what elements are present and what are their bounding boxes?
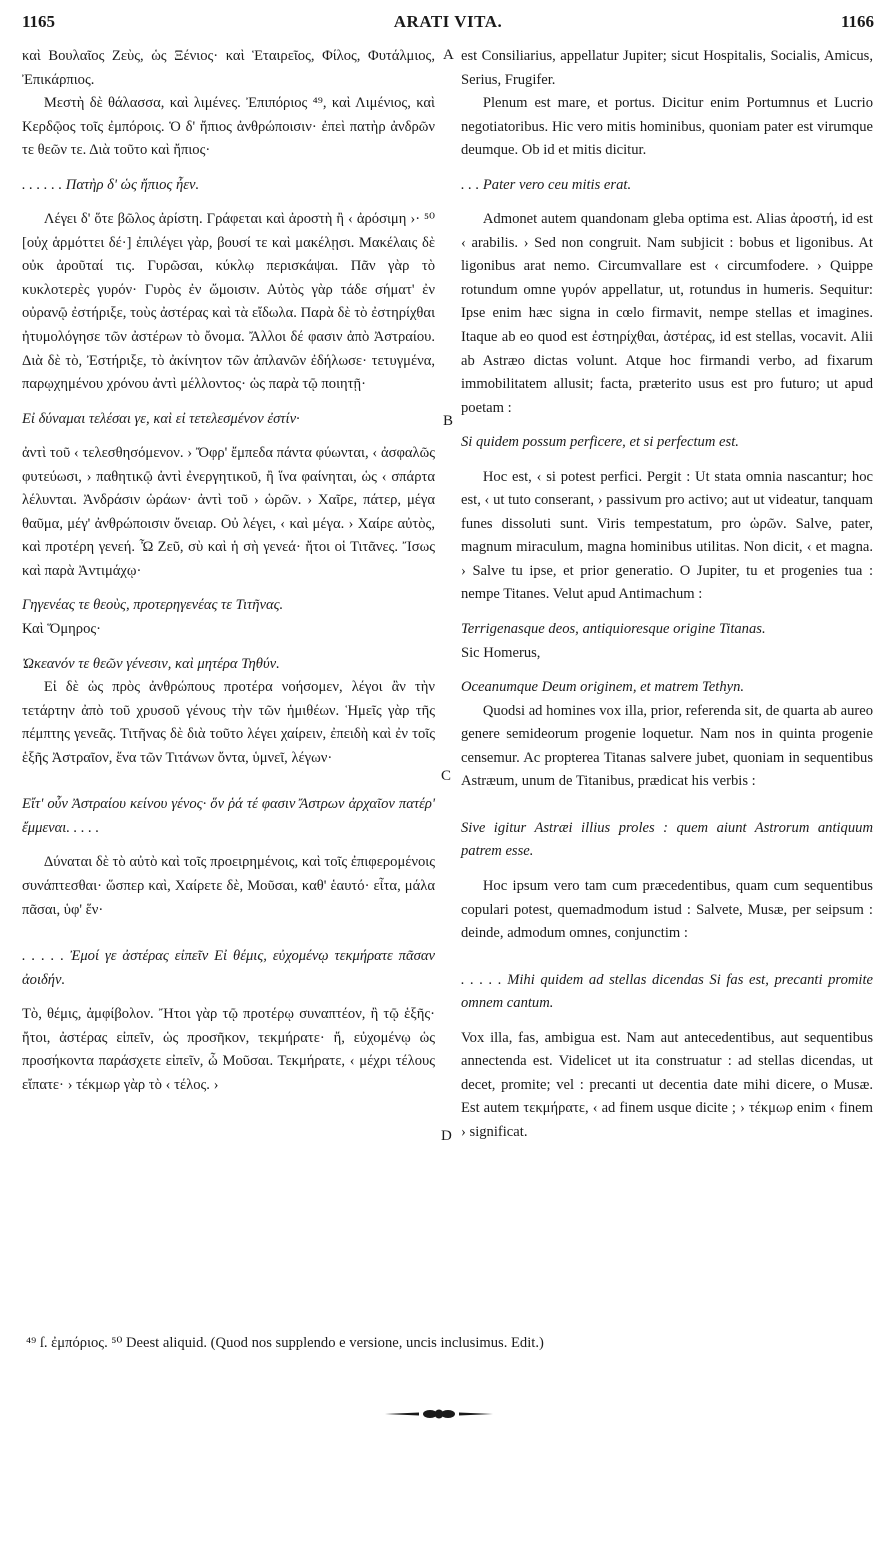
latin-paragraph: Plenum est mare, et portus. Dicitur enim Portumnus et Lucrio negotiatoribus. Hic vero mitis hominibus, quoniam pater est virumque deumque. Ob id et mitis dicitur. — [461, 95, 873, 159]
greek-paragraph: Καὶ Ὅμηρος· — [22, 621, 102, 638]
greek-quotation: . . . . . Ἐμοί γε ἀστέρας εἰπεῖν Εἰ θέμις, εὐχομένῳ τεκμήρατε πᾶσαν ἀοιδήν. — [22, 948, 435, 988]
greek-quotation: Εἴτ' οὖν Ἀστραίου κείνου γένος· ὅν ῥά τέ φασιν Ἄστρων ἀρχαῖον πατέρ' ἔμμεναι. . . . . — [22, 796, 435, 836]
latin-quotation: . . . . . Mihi quidem ad stellas dicendas Si fas est, precanti promite omnem cantum. — [461, 971, 873, 1012]
margin-marker-a: A — [443, 47, 454, 63]
greek-quotation: Γηγενέας τε θεοὺς, προτερηγενέας τε Τιτῆνας. — [22, 597, 284, 614]
latin-quotation: Terrigenasque deos, antiquioresque origine Titanas. — [461, 621, 766, 638]
greek-paragraph: Εἰ δὲ ὡς πρὸς ἀνθρώπους προτέρα νοήσομεν, λέγοι ἂν τὴν τετάρτην ἀπὸ τοῦ χρυσοῦ γένους τὴν τῶν ἡμιθέων. Ἡμεῖς γὰρ τῆς πέμπτης γενεᾶς. Τιτῆνας δὲ διὰ τοῦτο λέγει χαίρειν, ἐπειδὴ καὶ ἐν τοῖς ἑξῆς Ἀστραῖον, ἕνα τῶν Τιτάνων ὄντα, ὑμνεῖ, λέγων· — [22, 679, 435, 766]
page-number-left: 1165 — [22, 12, 56, 31]
margin-marker-b: B — [443, 413, 454, 429]
margin-marker-d: D — [441, 1128, 452, 1144]
page-number-right: 1166 — [840, 12, 874, 31]
latin-paragraph: Hoc ipsum vero tam cum præcedentibus, quam cum sequentibus copulari potest, quemadmodum istud : Salvete, Musæ, per seipsum : deinde, admodum omnes, conjunctim : — [461, 877, 873, 942]
greek-paragraph: καὶ Βουλαῖος Ζεὺς, ὡς Ξένιος· καὶ Ἑταιρεῖος, Φίλος, Φυτάλμιος, Ἐπικάρπιος. — [22, 48, 435, 88]
greek-paragraph: Τὸ, θέμις, ἀμφίβολον. Ἤτοι γὰρ τῷ προτέρῳ συναπτέον, ἢ τῷ ἑξῆς· ἤτοι, ἀστέρας εἰπεῖν, ὡς προσῆκον, τεκμήρατε· ἤ, εὐχομένῳ ὡς προσήκοντα παράσχετε εἰπεῖν, ὦ Μοῦσαι. Τεκμήρατε, ‹ μέχρι τέλους εἴπατε· › τέκμωρ γὰρ τὸ ‹ τέλος. › — [22, 1006, 435, 1093]
latin-paragraph: Hoc est, ‹ si potest perfici. Pergit : Ut stata omnia nascantur; hoc est, ‹ ut tuto conserant, › passivum pro activo; aut ut videatur, tanquam funes dissoluti sunt. Viris tempestatum, pro ὡρῶν. Salve, pater, magnum miraculum, magna hominibus utilitas. Non dicit, ‹ et magna. › Salve tu ipse, et prior generatio. O Jupiter, tu et progenies tua : nempe Titanes. Velut apud Antimachum : — [461, 468, 873, 603]
latin-paragraph: Sic Homerus, — [461, 644, 541, 661]
greek-quotation: Εἰ δύναμαι τελέσαι γε, καὶ εἰ τετελεσμένον ἐστίν· — [22, 410, 300, 427]
footnotes: ⁴⁹ ſ. ἐμπόριος. ⁵⁰ Deest aliquid. (Quod nos supplendo e versione, uncis inclusimus. Edit.) — [26, 1335, 544, 1351]
running-title: ARATI VITA. — [393, 12, 503, 31]
margin-marker-c: C — [441, 768, 452, 784]
latin-column — [461, 45, 873, 1144]
latin-paragraph: Admonet autem quandonam gleba optima est. Alias ἀροστή, id est ‹ arabilis. › Sed non congruit. Nam subjicit : bobus et ligonibus. At ligonibus arat nemo. Circumvallare est ‹ circumfodere. › Quippe rotundum omne γυρόν appellatur, ut, rotundus in humeris. Sequitur: Ipse enim hæc signa in cœlo firmavit, nempe stellas et imagines. Itaque ab eo quod est ἐστηρίχθαι, ἀστέρας, id est stellas, vocavit. Alii ab Astræo dictas volunt. Atque hoc firmandi verbo, ad fixarum immobilitatem allusit; facta, præterito usus est pro futuro; ut apud poetam : — [461, 211, 873, 416]
latin-paragraph: Quodsi ad homines vox illa, prior, referenda sit, de quarta ab aureo genere semideorum progenie loquetur. Nam nos in quinta progenie censemur. Ac propterea Titanas salvere jubet, quoniam in sequentibus Astræum, unum de Titanibus, prædicat his verbis : — [461, 702, 873, 790]
greek-paragraph: ἀντὶ τοῦ ‹ τελεσθησόμενον. › Ὄφρ' ἔμπεδα πάντα φύωνται, ‹ ἀσφαλῶς φυτεύωσι, › παθητικῷ ἀντὶ ἐνεργητικοῦ, ἢ ἵνα φαίνηται, ὡς ‹ σπάρτα λέλυνται. Ἀνδράσιν ὡράων· ἀντὶ τοῦ › ὡρῶν. › Χαῖρε, πάτερ, μέγα θαῦμα, μέγ' ἀνθρώποισιν ὄνειαρ. Οὐ λέγει, ‹ καὶ μέγα. › Χαίρε αὐτὸς, καὶ προτέρη γενεή. Ὦ Ζεῦ, σὺ καὶ ἡ σὴ γενεά· ἤτοι οἱ Τιτᾶνες. Ἴσως καὶ παρὰ Ἀντιμάχῳ· — [22, 445, 435, 579]
latin-quotation: Oceanumque Deum originem, et matrem Tethyn. — [461, 679, 745, 696]
ornament-rule-icon — [385, 1407, 493, 1421]
running-header — [22, 12, 874, 38]
greek-paragraph: Μεστὴ δὲ θάλασσα, καὶ λιμένες. Ἐπιπόριος ⁴⁹, καὶ Λιμένιος, καὶ Κερδῷος τοῖς ἐμπόροις. Ὁ δ' ἤπιος ἀνθρώποισιν· ἐπεὶ πατὴρ ἀνδρῶν τε θεῶν τε. Διὰ τοῦτο καὶ ἤπιος· — [22, 95, 435, 159]
greek-column — [22, 45, 435, 1097]
latin-paragraph: Vox illa, fas, ambigua est. Nam aut antecedentibus, aut sequentibus annectenda est. Videlicet ut ita construatur : ad stellas dicendas, ut decet, promite; vel : precanti ut decentia date mihi dicere, o Musæ. Est autem τεκμήρατε, ‹ ad finem usque dicite ; › τέκμωρ enim ‹ finem › significat. — [461, 1029, 873, 1140]
latin-paragraph: est Consiliarius, appellatur Jupiter; sicut Hospitalis, Socialis, Amicus, Serius, Frugifer. — [461, 48, 873, 88]
latin-quotation: . . . Pater vero ceu mitis erat. — [461, 176, 632, 193]
greek-quotation: . . . . . . Πατὴρ δ' ὡς ἤπιος ἦεν. — [22, 176, 200, 193]
greek-paragraph: Δύναται δὲ τὸ αὐτὸ καὶ τοῖς προειρημένοις, καὶ τοῖς ἐπιφερομένοις συνάπτεσθαι· ὥσπερ καὶ, Χαίρετε δὲ, Μοῦσαι, καθ' ἑαυτό· εἶτα, μάλα πᾶσαι, ὑφ' ἕν· — [22, 854, 435, 918]
greek-quotation: Ὠκεανόν τε θεῶν γένεσιν, καὶ μητέρα Τηθύν. — [22, 655, 280, 672]
latin-quotation: Si quidem possum perficere, et si perfectum est. — [461, 434, 739, 451]
greek-paragraph: Λέγει δ' ὅτε βῶλος ἀρίστη. Γράφεται καὶ ἀροστὴ ἢ ‹ ἀρόσιμη ›· ⁵⁰ [οὐχ ἁρμόττει δέ·] ἐπιλέγει γὰρ, βουσί τε καὶ μακέλῃσι. Μακέλαις δὲ οὐκ ἀροῦταί τις. Γυρῶσαι, κύκλῳ περισκάψαι. Πᾶν γὰρ τὸ κυκλοτερὲς γυρόν· Γυρὸς ἐν ὤμοισιν. Αὐτὸς γὰρ τάδε σήματ' ἐν οὐρανῷ ἐστήριξε, τοὺς ἀστέρας καὶ τὰ εἴδωλα. Παρὰ δὲ τὸ ἐστηρίχθαι ἠτυμολόγησε τῶν ἀστέρων τὸ ὄνομα. Ἄλλοι δέ φασιν ἀπὸ Ἀστραίου. Διὰ δὲ τὸ, Ἐστήριξε, τὸ ἀκίνητον τῶν ἀπλανῶν ἐδήλωσε· τετυγμένα, παρῳχημένου χρόνου ἀντὶ μέλλοντος· ὡς παρὰ τῷ ποιητῇ· — [22, 211, 435, 393]
latin-quotation: Sive igitur Astræi illius proles : quem aiunt Astrorum antiquum patrem esse. — [461, 819, 873, 860]
